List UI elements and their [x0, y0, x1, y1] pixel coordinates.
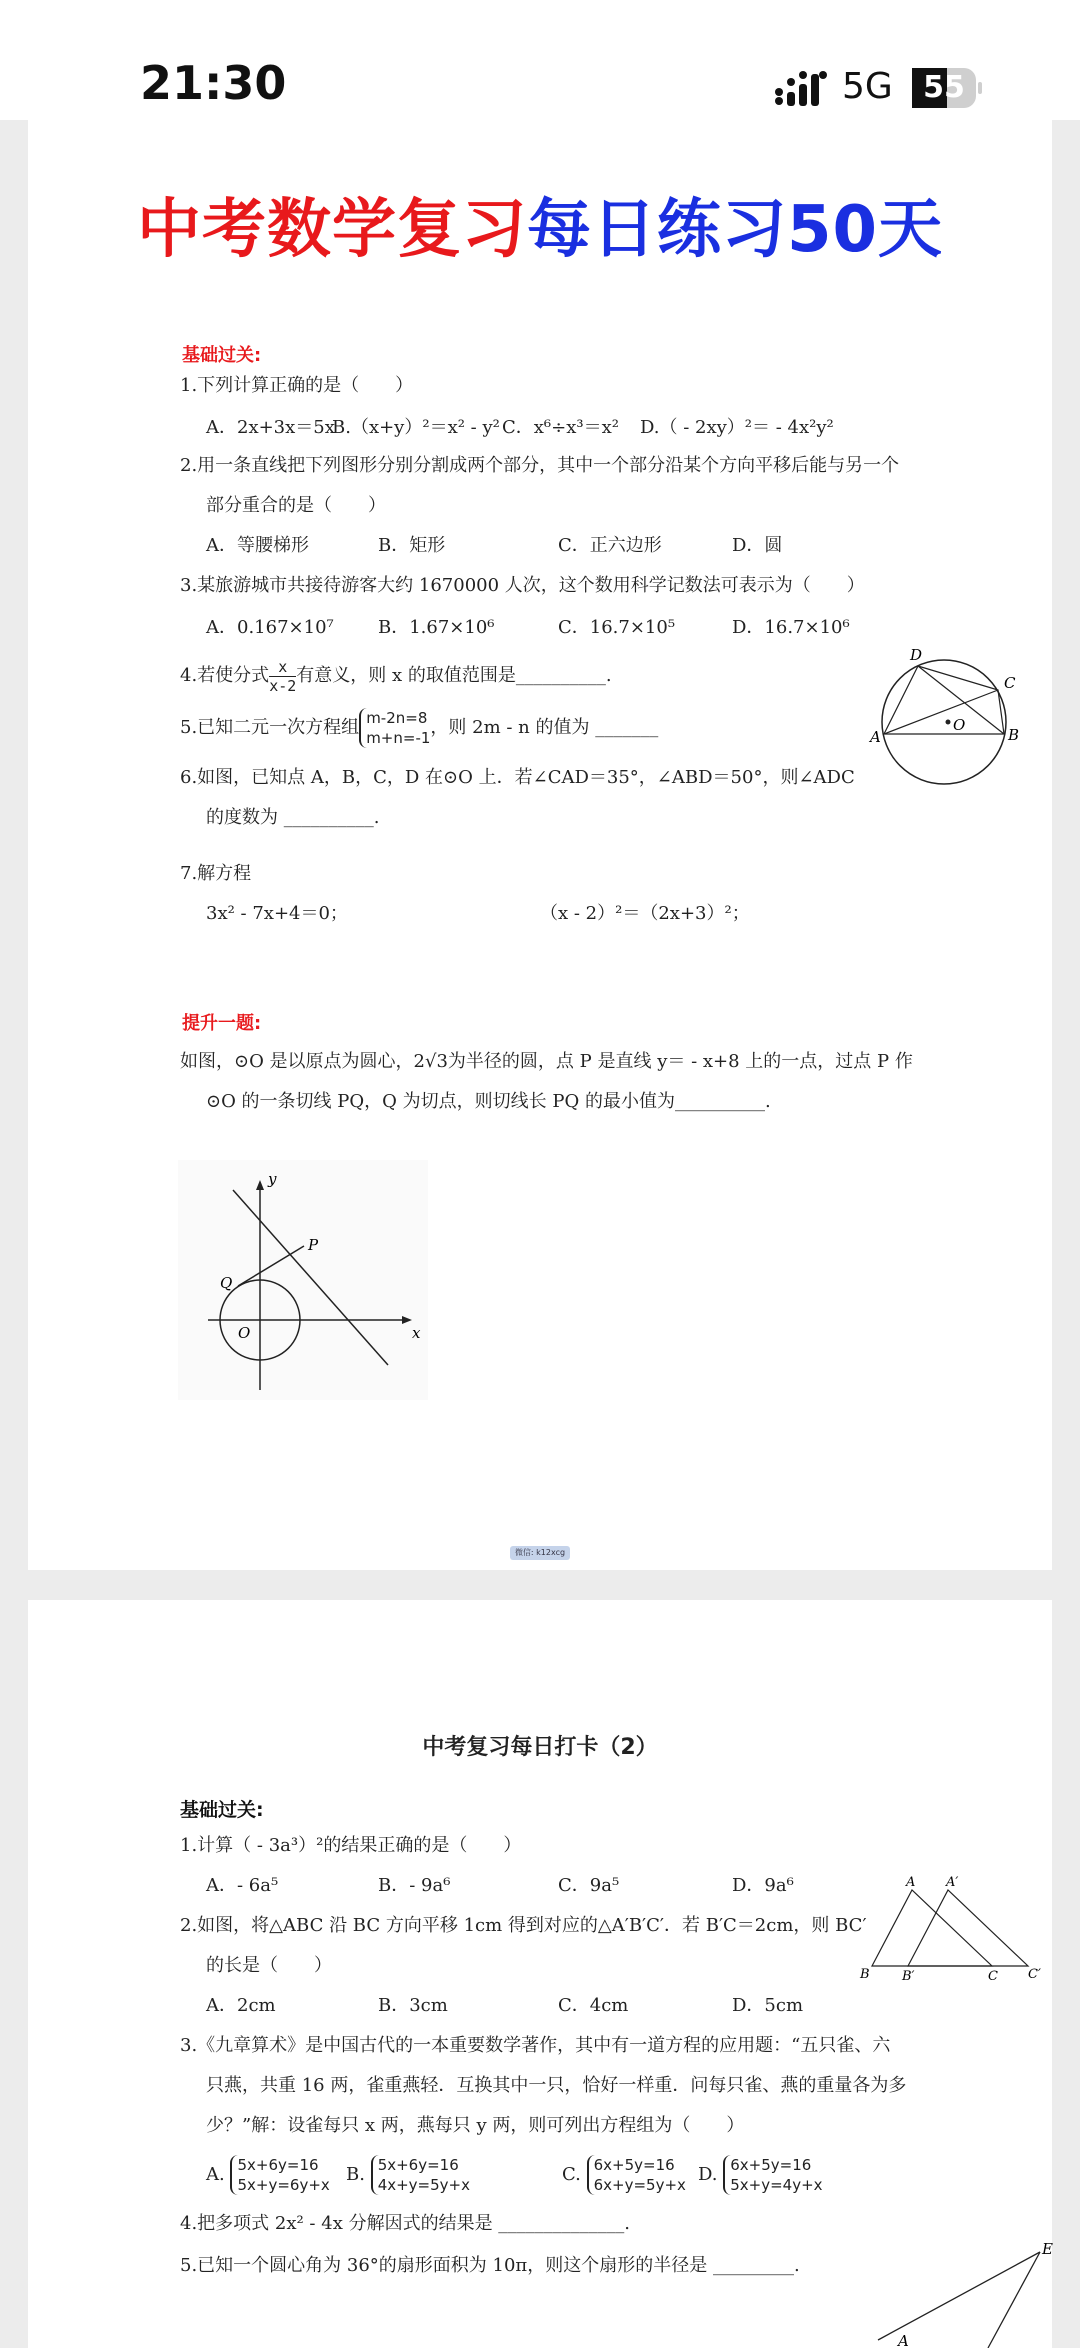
label-a: A	[870, 728, 881, 746]
triangle-abc	[872, 1890, 992, 1966]
q1-option-b: B.（x+y）²＝x² - y²	[332, 417, 500, 438]
q2-option-d: D．圆	[732, 535, 783, 556]
q5-equation-system	[359, 708, 430, 748]
q2-option-a: A．等腰梯形	[206, 535, 309, 556]
label-a: A	[906, 1875, 916, 1890]
q3-option-d	[698, 2148, 823, 2202]
circle-o	[882, 660, 1006, 784]
label-a-prime: A′	[946, 1875, 959, 1890]
document-page-2	[28, 1600, 1052, 2348]
advance-line-2: ⊙O 的一条切线 PQ，Q 为切点，则切线长 PQ 的最小值为__________.	[206, 1091, 771, 1112]
q3-c-system	[587, 2155, 686, 2195]
q7-equation-2: （x - 2）²＝（2x+3）²；	[540, 903, 750, 924]
signal-icon	[774, 70, 828, 108]
title-red-part: 中考数学复习	[136, 193, 527, 267]
battery-icon	[912, 68, 976, 108]
battery-tip	[978, 82, 982, 94]
q3-a-eq-1: 5x+6y=16	[237, 2156, 319, 2174]
q3-a-eq-2: 5x+y=6y+x	[237, 2176, 330, 2194]
question-6-line-1: 6.如图，已知点 A，B，C，D 在⊙O 上．若∠CAD＝35°，∠ABD＝50°，则∠ADC	[180, 767, 855, 788]
q2-option-b: B．矩形	[378, 535, 446, 556]
coordinate-figure	[178, 1160, 428, 1400]
q2-option-d: D．5cm	[732, 1995, 804, 2016]
q3-d-eq-2: 5x+y=4y+x	[730, 2176, 823, 2194]
question-2-line-1: 2.如图，将△ABC 沿 BC 方向平移 1cm 得到对应的△A′B′C′．若 B′C＝2cm，则 BC′	[180, 1915, 867, 1936]
network-type: 5G	[842, 66, 893, 107]
question-3-line-2: 只燕，共重 16 两，雀重燕轻．互换其中一只，恰好一样重．问每只雀、燕的重量各为多	[206, 2075, 907, 2096]
question-5	[180, 706, 658, 750]
q3-b-letter: B.	[346, 2164, 365, 2185]
q3-d-letter: D.	[698, 2164, 718, 2185]
section-basic-heading: 基础过关:	[180, 1799, 264, 1821]
question-5: 5.已知一个圆心角为 36°的扇形面积为 10π，则这个扇形的半径是 _________.	[180, 2255, 800, 2276]
label-a: A	[898, 2332, 909, 2348]
status-time: 21:30	[140, 56, 287, 110]
question-1: 1.下列计算正确的是（ ）	[180, 375, 414, 396]
section-advance-heading: 提升一题:	[182, 1013, 262, 1034]
q3-option-d: D．16.7×10⁶	[732, 617, 850, 638]
label-b: B	[1008, 726, 1020, 744]
question-3-line-3: 少？”解：设雀每只 x 两，燕每只 y 两，则可列出方程组为（ ）	[206, 2115, 745, 2136]
q3-b-system	[371, 2155, 470, 2195]
q3-c-letter: C.	[562, 2164, 581, 2185]
label-o: O	[238, 1324, 251, 1342]
page-title: 中考复习每日打卡（2）	[422, 1735, 658, 1760]
q3-a-system	[230, 2155, 329, 2195]
q2-option-c: C．4cm	[558, 1995, 629, 2016]
status-bar	[0, 0, 1080, 120]
q4-suffix: 有意义，则 x 的取值范围是__________.	[296, 665, 612, 686]
center-point	[946, 720, 951, 725]
q2-option-b: B．3cm	[378, 1995, 448, 2016]
q1-option-d: D.（ - 2xy）²＝ - 4x²y²	[640, 417, 834, 438]
label-q: Q	[220, 1274, 233, 1292]
q4-denominator: x-2	[269, 676, 297, 695]
label-c: C	[1004, 674, 1016, 692]
page-title	[28, 178, 1052, 270]
q2-option-a: A．2cm	[206, 1995, 276, 2016]
q3-option-b	[346, 2148, 470, 2202]
label-e: E	[1042, 2240, 1053, 2258]
question-4	[180, 656, 612, 696]
question-3: 3.某旅游城市共接待游客大约 1670000 人次，这个数用科学记数法可表示为（ ）	[180, 575, 865, 596]
title-blue-part: 每日练习50天	[526, 193, 944, 267]
label-y: y	[268, 1170, 277, 1188]
q1-option-c: C．x⁶÷x³＝x²	[502, 417, 619, 438]
q1-option-d: D．9a⁶	[732, 1875, 794, 1896]
question-3-line-1: 3.《九章算术》是中国古代的一本重要数学著作，其中有一道方程的应用题：“五只雀、六	[180, 2035, 891, 2056]
question-7: 7.解方程	[180, 863, 252, 884]
q5-prefix: 5.已知二元一次方程组	[180, 717, 360, 738]
question-2-line-1: 2.用一条直线把下列图形分别分割成两个部分，其中一个部分沿某个方向平移后能与另一个	[180, 455, 900, 476]
label-x: x	[412, 1324, 421, 1342]
section-basic-heading: 基础过关:	[182, 345, 262, 366]
question-4: 4.把多项式 2x² - 4x 分解因式的结果是 ______________.	[180, 2213, 631, 2234]
figure-background	[178, 1160, 428, 1400]
question-1: 1.计算（ - 3a³）²的结果正确的是（ ）	[180, 1835, 522, 1856]
q4-fraction	[269, 658, 296, 695]
q3-option-c	[562, 2148, 686, 2202]
question-2-line-2: 部分重合的是（ ）	[206, 495, 386, 516]
circle-figure	[854, 630, 1034, 800]
label-b-prime: B′	[902, 1969, 915, 1984]
label-c-prime: C′	[1028, 1967, 1041, 1982]
label-b: B	[860, 1967, 870, 1982]
q1-option-a: A．2x+3x＝5x	[206, 417, 335, 438]
q3-d-system	[723, 2155, 822, 2195]
label-c: C	[988, 1969, 998, 1984]
q3-option-c: C．16.7×10⁵	[558, 617, 676, 638]
watermark: 微信: k12xcg	[510, 1546, 570, 1560]
q3-option-a: A．0.167×10⁷	[206, 617, 334, 638]
q5-suffix: ，则 2m - n 的值为 _______	[430, 717, 659, 738]
line-ac	[884, 690, 998, 734]
q1-option-c: C．9a⁵	[558, 1875, 620, 1896]
q3-option-a	[206, 2148, 330, 2202]
q3-d-eq-1: 6x+5y=16	[730, 2156, 812, 2174]
q3-c-eq-1: 6x+5y=16	[593, 2156, 675, 2174]
q1-option-b: B．- 9a⁶	[378, 1875, 451, 1896]
triangle-translation-figure	[842, 1874, 1046, 1984]
q3-b-eq-1: 5x+6y=16	[377, 2156, 459, 2174]
q7-equation-1: 3x² - 7x+4＝0；	[206, 903, 348, 924]
label-o: O	[953, 716, 966, 734]
q3-option-b: B．1.67×10⁶	[378, 617, 495, 638]
label-p: P	[308, 1236, 319, 1254]
question-6-line-2: 的度数为 __________.	[206, 807, 380, 828]
q5-eq-1: m-2n=8	[366, 709, 428, 727]
label-d: D	[910, 646, 923, 664]
q5-eq-2: m+n=-1	[366, 729, 431, 747]
q2-option-c: C．正六边形	[558, 535, 662, 556]
q3-a-letter: A.	[206, 2164, 225, 2185]
question-2-line-2: 的长是（ ）	[206, 1955, 332, 1976]
q1-option-a: A．- 6a⁵	[206, 1875, 279, 1896]
q4-numerator: x	[269, 658, 296, 677]
q3-c-eq-2: 6x+y=5y+x	[593, 2176, 686, 2194]
triangle-a2b2c2	[908, 1890, 1028, 1966]
q4-prefix: 4.若使分式	[180, 665, 270, 686]
q3-b-eq-2: 4x+y=5y+x	[377, 2176, 470, 2194]
document-page-1	[28, 120, 1052, 1570]
battery-level: 55	[923, 70, 965, 105]
advance-line-1: 如图，⊙O 是以原点为圆心，2√3为半径的圆，点 P 是直线 y＝ - x+8 上的一点，过点 P 作	[180, 1051, 913, 1072]
angle-figure	[858, 2228, 1053, 2348]
